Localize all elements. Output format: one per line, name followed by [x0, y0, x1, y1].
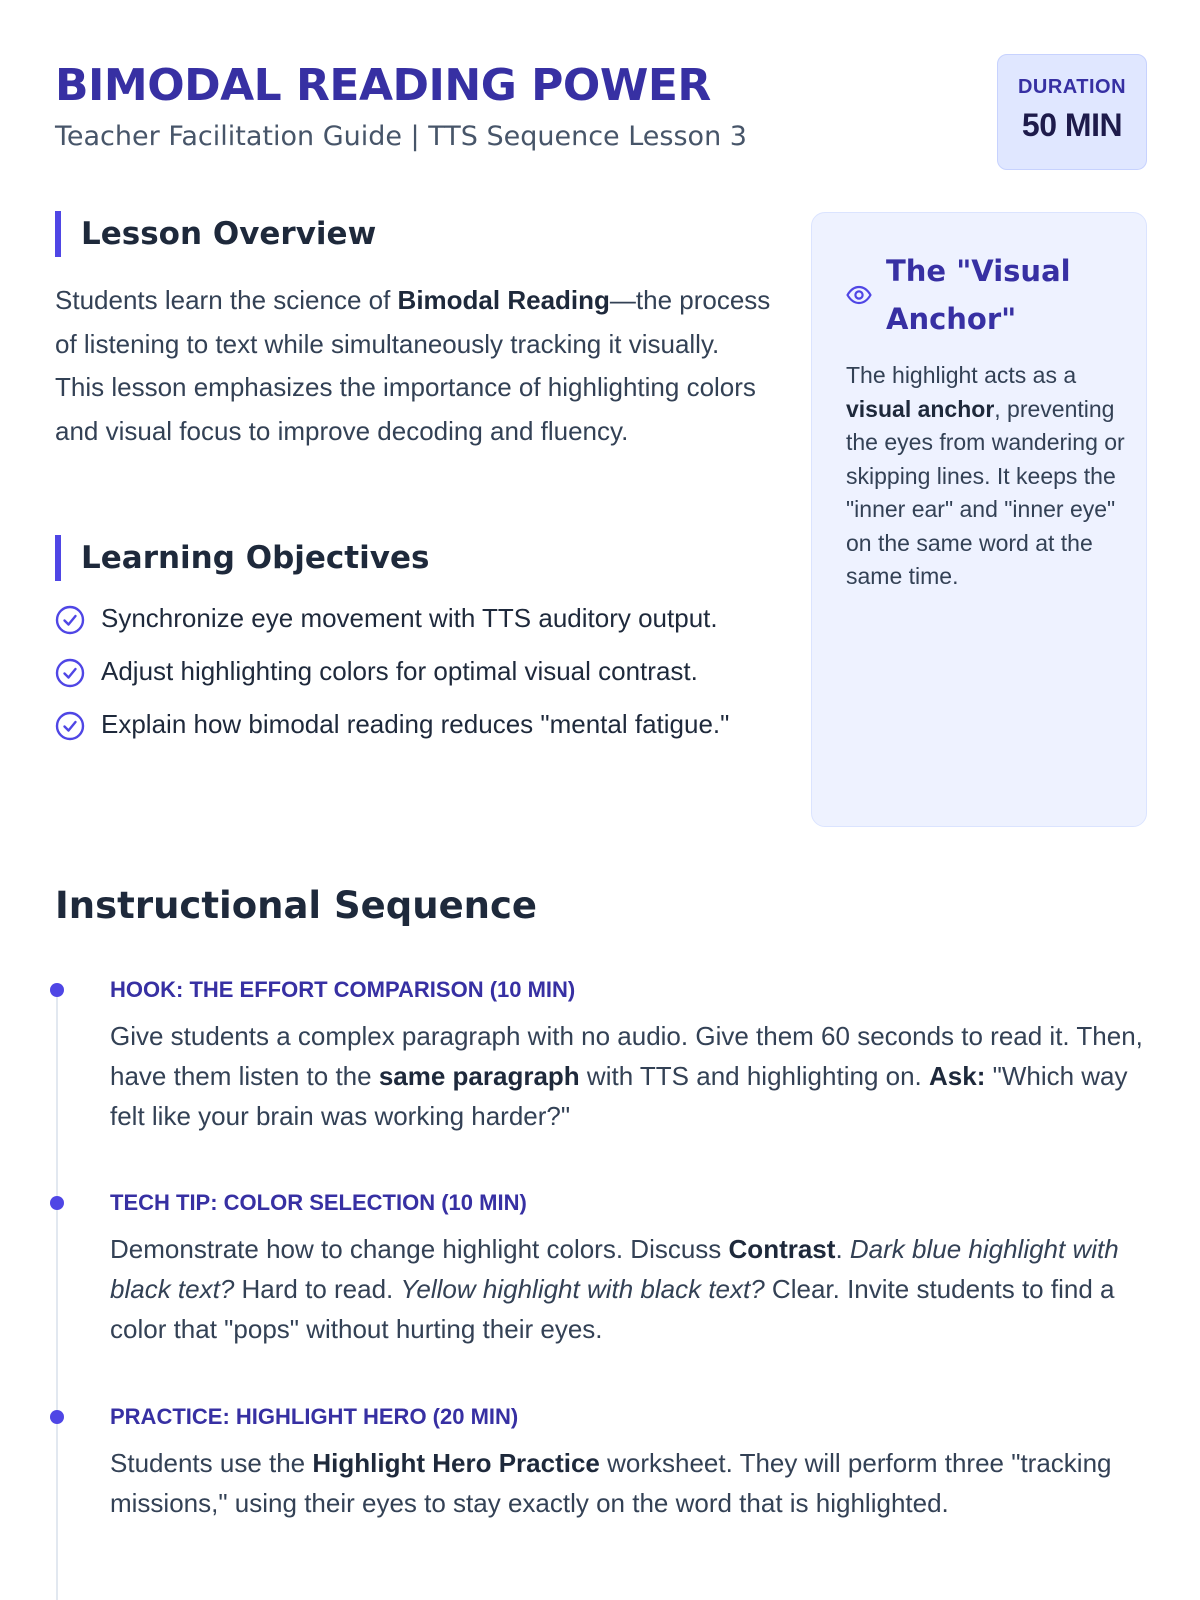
learning-objectives-heading: Learning Objectives — [55, 535, 429, 581]
list-item — [55, 704, 785, 744]
objectives-list — [55, 598, 785, 757]
overview-bold: Bimodal Reading — [397, 285, 610, 315]
step-bold: Ask: — [929, 1061, 986, 1091]
objective-text: Synchronize eye movement with TTS auditory output. — [101, 603, 718, 633]
overview-text-1: Students learn the science of — [55, 285, 398, 315]
visual-anchor-callout — [811, 212, 1147, 827]
step-text — [110, 1016, 1150, 1136]
step-text-part: worksheet. They will perform three "tracking missions," using their eyes to stay exactly on the word that is highlighted. — [110, 1448, 1112, 1518]
timeline-dot — [50, 1196, 64, 1210]
step-bold: Highlight Hero Practice — [312, 1448, 600, 1478]
page-title: BIMODAL READING POWER — [55, 60, 711, 111]
step-text-part: with TTS and highlighting on. — [579, 1061, 929, 1091]
step-italic: Dark blue highlight with black text? — [110, 1234, 1119, 1304]
callout-text — [846, 359, 1136, 594]
callout-text-2: , preventing the eyes from wandering or skipping lines. It keeps the "inner ear" and "inner eye" on the same word at the same time. — [846, 395, 1125, 589]
lesson-overview-text — [55, 279, 775, 453]
step-text-part: . — [835, 1234, 850, 1264]
timeline-dot — [50, 983, 64, 997]
sequence-step-tech-tip — [110, 1187, 1150, 1349]
callout-bold: visual anchor — [846, 395, 995, 422]
page-subtitle: Teacher Facilitation Guide | TTS Sequence Lesson 3 — [55, 121, 747, 152]
timeline-dot — [50, 1410, 64, 1424]
instructional-sequence-heading: Instructional Sequence — [55, 884, 538, 927]
step-title: PRACTICE: HIGHLIGHT HERO (20 MIN) — [110, 1404, 519, 1429]
check-circle-icon — [55, 711, 85, 741]
sequence-step-hook — [110, 974, 1150, 1136]
callout-text-1: The highlight acts as a — [846, 362, 1077, 388]
step-bold: Contrast — [728, 1234, 836, 1264]
step-text — [110, 1229, 1150, 1349]
timeline-line — [56, 988, 58, 1600]
step-text-part: "Which way felt like your brain was working harder?" — [110, 1061, 1128, 1131]
objective-text: Adjust highlighting colors for optimal visual contrast. — [101, 656, 698, 686]
step-text-part: Hard to read. — [234, 1274, 401, 1304]
duration-badge — [997, 54, 1147, 170]
eye-icon — [845, 281, 873, 309]
step-italic: Yellow highlight with black text? — [400, 1274, 765, 1304]
step-text-part: Demonstrate how to change highlight colors. Discuss — [110, 1234, 729, 1264]
step-bold: same paragraph — [378, 1061, 580, 1091]
callout-title: The "Visual Anchor" — [886, 254, 1071, 336]
step-title: TECH TIP: COLOR SELECTION (10 MIN) — [110, 1190, 527, 1215]
objective-text: Explain how bimodal reading reduces "mental fatigue." — [101, 709, 730, 739]
step-title: HOOK: THE EFFORT COMPARISON (10 MIN) — [110, 977, 576, 1002]
step-text-part: Clear. Invite students to find a color that "pops" without hurting their eyes. — [110, 1274, 1115, 1344]
duration-label: DURATION — [1017, 76, 1127, 98]
check-circle-icon — [55, 605, 85, 635]
header — [55, 58, 1147, 173]
list-item — [55, 651, 785, 691]
duration-value: 50 MIN — [1021, 107, 1123, 143]
step-text — [110, 1443, 1150, 1523]
check-circle-icon — [55, 658, 85, 688]
step-text-part: Students use the — [110, 1448, 313, 1478]
sequence-step-practice — [110, 1401, 1150, 1523]
lesson-overview-heading: Lesson Overview — [55, 211, 376, 257]
step-text-part: Give students a complex paragraph with no audio. Give them 60 seconds to read it. Then, have them listen to the — [110, 1021, 1143, 1091]
overview-text-2: —the process of listening to text while simultaneously tracking it visually. This lesson emphasizes the importance of highlighting colors and visual focus to improve decoding and fluency. — [55, 285, 771, 446]
list-item — [55, 598, 785, 638]
